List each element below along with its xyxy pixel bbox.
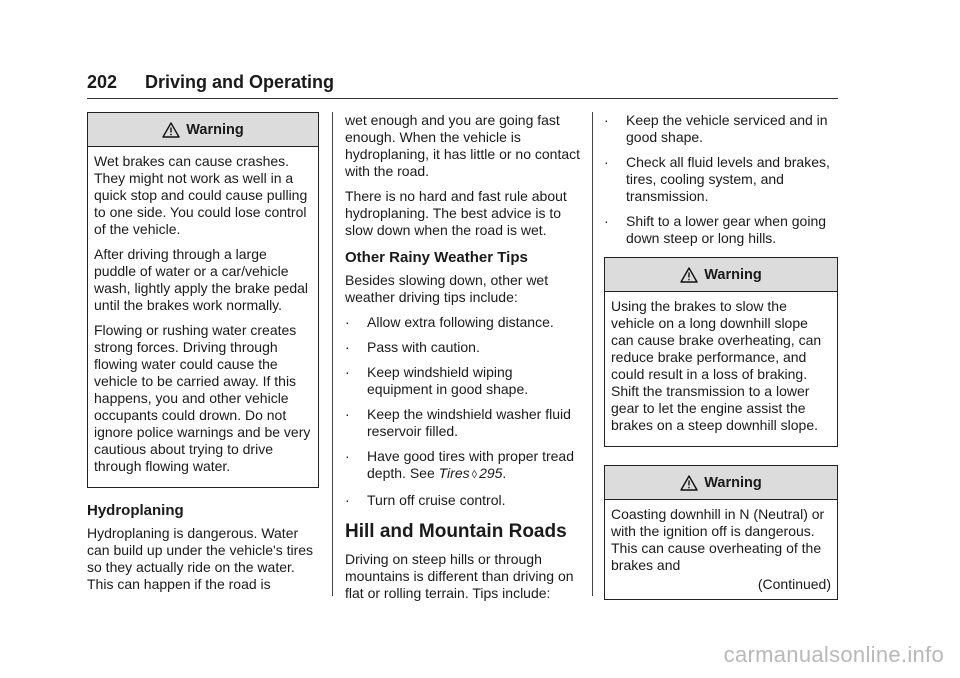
- warning-body: [605, 500, 837, 599]
- warning-box: [604, 465, 838, 600]
- list-item-text: Shift to a lower gear when going down steep or long hills.: [626, 213, 827, 246]
- list-item: [345, 492, 581, 509]
- bullet-marker: ·: [604, 213, 609, 229]
- warning-header: [605, 466, 837, 500]
- list-item-text: Allow extra following distance.: [367, 314, 554, 330]
- list-item-text: Keep the windshield washer fluid reservoir filled.: [367, 406, 571, 439]
- list-item: [604, 213, 838, 247]
- list-item: [345, 314, 581, 331]
- list-item: [604, 154, 838, 205]
- warning-paragraph: Wet brakes can cause crashes. They might not work as well in a quick stop and could cause pulling to one side. You could lose control of the vehicle.: [94, 153, 308, 237]
- sentence-end: .: [502, 465, 507, 481]
- list-item-text: Have good tires with proper tread depth. See: [367, 448, 574, 481]
- hydroplaning-paragraph: Hydroplaning is dangerous. Water can build up under the vehicle's tires so they actually ride on the water. This can happen if the road is: [87, 525, 314, 592]
- tires-link[interactable]: Tires: [438, 465, 470, 481]
- watermark: carmanualsonline.info: [723, 642, 944, 667]
- page-header: [87, 70, 838, 99]
- page-ref-icon: ◊: [471, 469, 478, 481]
- bullet-marker: ·: [345, 492, 350, 508]
- rainy-tips-intro: Besides slowing down, other wet weather driving tips include:: [345, 272, 549, 305]
- warning-triangle-icon: [162, 122, 180, 138]
- warning-title: Warning: [704, 474, 762, 491]
- list-item-text: Keep the vehicle serviced and in good shape.: [626, 112, 828, 145]
- hill-roads-heading: Hill and Mountain Roads: [345, 521, 567, 542]
- list-item-text: Turn off cruise control.: [367, 492, 506, 508]
- list-item: [604, 112, 838, 146]
- section-title: Driving and Operating: [145, 72, 335, 92]
- list-item-text: Pass with caution.: [367, 339, 480, 355]
- column-divider: [592, 112, 593, 596]
- warning-paragraph: Coasting downhill in N (Neutral) or with the ignition off is dangerous. This can cause overheating of the brakes and: [611, 506, 825, 573]
- rainy-tips-list: [345, 314, 581, 509]
- rainy-tips-heading: Other Rainy Weather Tips: [345, 249, 528, 266]
- bullet-marker: ·: [345, 448, 350, 464]
- bullet-marker: ·: [604, 154, 609, 170]
- warning-header: [605, 258, 837, 292]
- bullet-marker: ·: [345, 314, 350, 330]
- warning-box: [604, 257, 838, 447]
- hydroplaning-advice: There is no hard and fast rule about hydroplaning. The best advice is to slow down when the road is wet.: [345, 188, 567, 238]
- bullet-marker: ·: [604, 112, 609, 128]
- column-2: [345, 112, 581, 610]
- warning-paragraph: Using the brakes to slow the vehicle on a long downhill slope can cause brake overheating, can reduce brake performance, and could result in a loss of braking. Shift the transmission to a lower gear to let the engine assist the brakes on a steep downhill slope.: [611, 298, 822, 433]
- list-item: [345, 406, 581, 440]
- warning-paragraph: Flowing or rushing water creates strong forces. Driving through flowing water could cause the vehicle to be carried away. If this happens, you and other vehicle occupants could drown. Do not ignore police warnings and be very cautious about trying to drive through flowing water.: [94, 322, 311, 474]
- hydroplaning-heading: Hydroplaning: [87, 502, 184, 519]
- page-number: 202: [87, 72, 118, 92]
- warning-title: Warning: [186, 121, 244, 138]
- hill-tips-list: [604, 112, 838, 247]
- warning-paragraph: After driving through a large puddle of water or a car/vehicle wash, lightly apply the brake pedal until the brakes work normally.: [94, 246, 309, 313]
- hill-roads-paragraph: Driving on steep hills or through mountains is different than driving on flat or rolling terrain. Tips include:: [345, 551, 574, 601]
- warning-title: Warning: [704, 266, 762, 283]
- warning-triangle-icon: [680, 475, 698, 491]
- list-item: [345, 339, 581, 356]
- list-item-text: Check all fluid levels and brakes, tires, cooling system, and transmission.: [626, 154, 830, 204]
- hydroplaning-paragraph-cont: wet enough and you are going fast enough. When the vehicle is hydroplaning, it has little or no contact with the road.: [345, 112, 581, 179]
- column-3: [604, 112, 838, 614]
- warning-body: [88, 147, 318, 487]
- list-item-text: Keep windshield wiping equipment in good shape.: [367, 364, 529, 397]
- warning-body: [605, 292, 837, 446]
- tires-page-ref[interactable]: 295: [479, 465, 503, 481]
- list-item: [345, 364, 581, 398]
- bullet-marker: ·: [345, 364, 350, 380]
- continued-label: (Continued): [757, 576, 831, 592]
- warning-header: [88, 113, 318, 147]
- column-divider: [332, 112, 333, 596]
- warning-triangle-icon: [680, 267, 698, 283]
- bullet-marker: ·: [345, 339, 350, 355]
- list-item: [345, 448, 581, 484]
- bullet-marker: ·: [345, 406, 350, 422]
- warning-box: [87, 112, 319, 488]
- column-1: [87, 112, 319, 601]
